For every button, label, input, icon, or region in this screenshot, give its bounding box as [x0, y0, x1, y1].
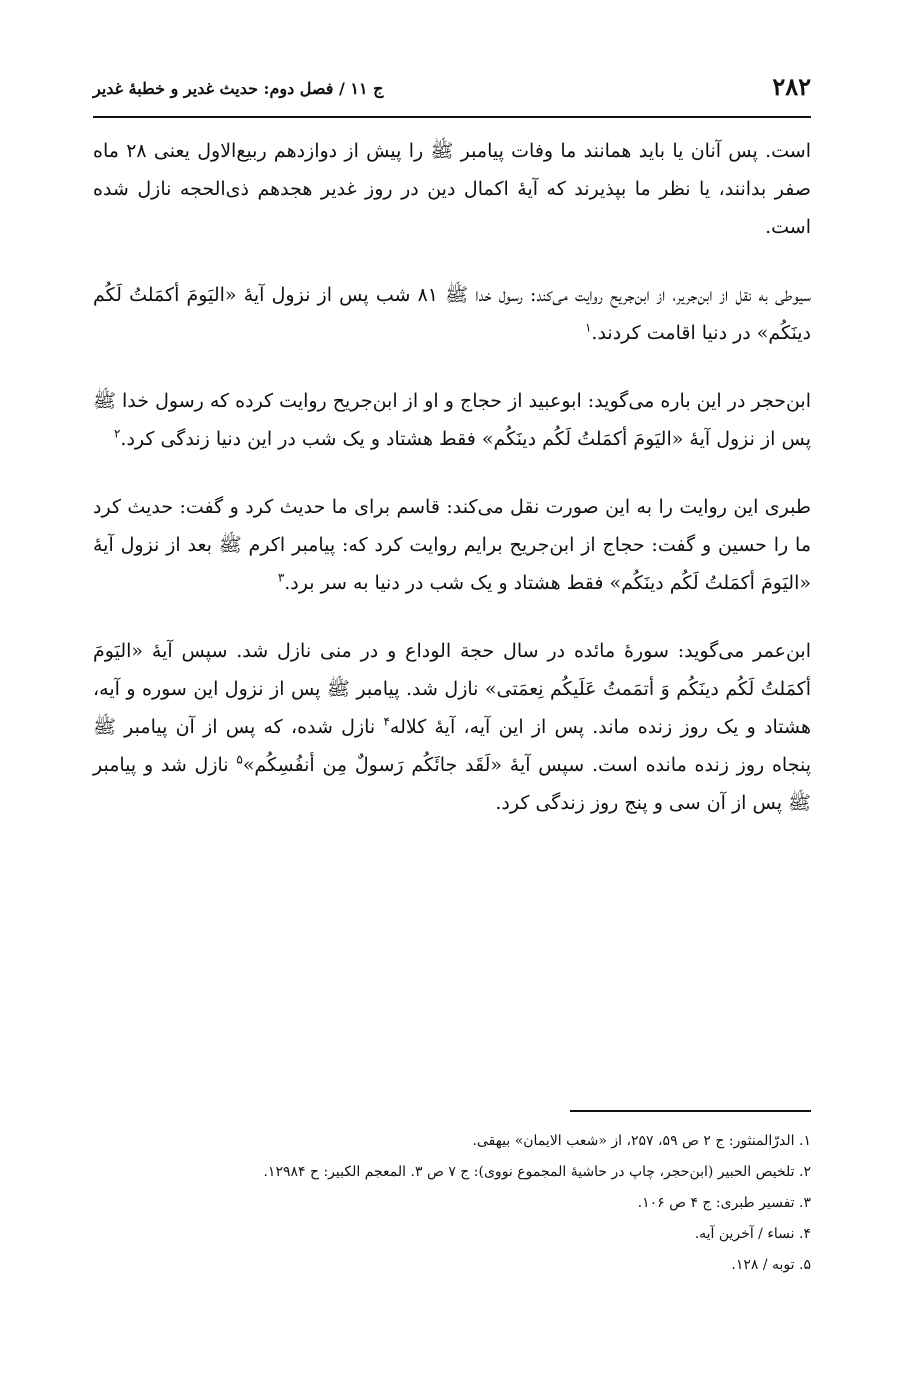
footnote: ۴. نساء / آخرین آیه. [694, 1226, 811, 1242]
paragraph [93, 132, 811, 246]
footnotes [93, 1126, 811, 1281]
footnote-divider [570, 1110, 811, 1112]
paragraph-text: طبری این روایت را به این صورت نقل می‌کند: قاسم برای ما حدیث کرد و گفت: حدیث کرد ما را حسین و گفت: حجاج از ابن‌جریح برایم روایت کرد که: پیامبر اکرم ﷺ بعد از نزول آیهٔ «الیَومَ أکمَلتُ لَکُم دینَکُم» فقط هشتاد و یک شب در دنیا به سر برد. [93, 496, 811, 594]
paragraph-text: سیوطی به نقل از ابن‌جریر، از ابن‌جریح روایت می‌کند: رسول خدا ﷺ ۸۱ شب پس از نزول آیهٔ «الیَومَ أکمَلتُ لَکُم دینَکُم» در دنیا اقامت کردند. [93, 284, 811, 344]
footnote-marker: ۴ [383, 714, 390, 729]
footnote: ۳. تفسیر طبری: ج ۴ ص ۱۰۶. [637, 1195, 811, 1211]
footnote: ۱. الدرّالمنثور: ج ۲ ص ۵۹، ۲۵۷، از «شعب الایمان» بیهقی. [472, 1133, 811, 1149]
footnote-marker: ۲ [113, 426, 121, 441]
paragraph-text: نازل شده، که پس از آن پیامبر ﷺ پنجاه روز زنده مانده است. سپس آیهٔ «لَقَد جائَکُم رَسولٌ مِن أنفُسِکُم» [93, 716, 811, 776]
paragraph-text: ابن‌حجر در این باره می‌گوید: ابوعبید از حجاج و او از ابن‌جریح روایت کرده که رسول خدا ﷺ پس از نزول آیهٔ «الیَومَ أکمَلتُ لَکُم دینَکُم» فقط هشتاد و یک شب در این دنیا زندگی کرد. [93, 390, 811, 450]
running-header [93, 62, 811, 118]
paragraph [93, 488, 811, 602]
paragraph [93, 276, 811, 352]
page-number: ۲۸۲ [772, 72, 811, 101]
main-text [93, 132, 811, 852]
footnote-marker: ۳ [277, 570, 285, 585]
footnote: ۲. تلخیص الحبیر (ابن‌حجر، چاپ در حاشیهٔ المجموع نووی): ج ۷ ص ۳. المعجم الکبیر: ح ۱۲۹۸۴. [263, 1164, 811, 1180]
paragraph [93, 632, 811, 822]
footnote: ۵. توبه / ۱۲۸. [731, 1257, 811, 1273]
paragraph [93, 382, 811, 458]
footnote-marker: ۱ [584, 320, 592, 335]
paragraph-text: نازل شد و پیامبر ﷺ پس از آن سی و پنج روز زندگی کرد. [93, 754, 811, 814]
paragraph-text: ابن‌عمر می‌گوید: سورهٔ مائده در سال حجة الوداع و در منی نازل شد. سپس آیهٔ «الیَومَ أکمَلتُ لَکُم دینَکُم وَ أتمَمتُ عَلَیکُم نِعمَتی» نازل شد. پیامبر ﷺ پس از نزول این سوره و آیه، هشتاد و یک روز زنده ماند. پس از این آیه، آیهٔ کلاله [93, 640, 811, 738]
running-title: ج ۱۱ / فصل دوم: حدیث غدیر و خطبهٔ غدیر [93, 79, 384, 98]
footnote-marker: ۵ [236, 752, 243, 767]
paragraph-text: است. پس آنان یا باید همانند ما وفات پیامبر ﷺ را پیش از دوازدهم ربیع‌الاول یعنی ۲۸ ماه صفر بدانند، یا نظر ما بپذیرند که آیهٔ اکمال دین در روز غدیر هجدهم ذی‌الحجه نازل شده است. [93, 140, 812, 238]
